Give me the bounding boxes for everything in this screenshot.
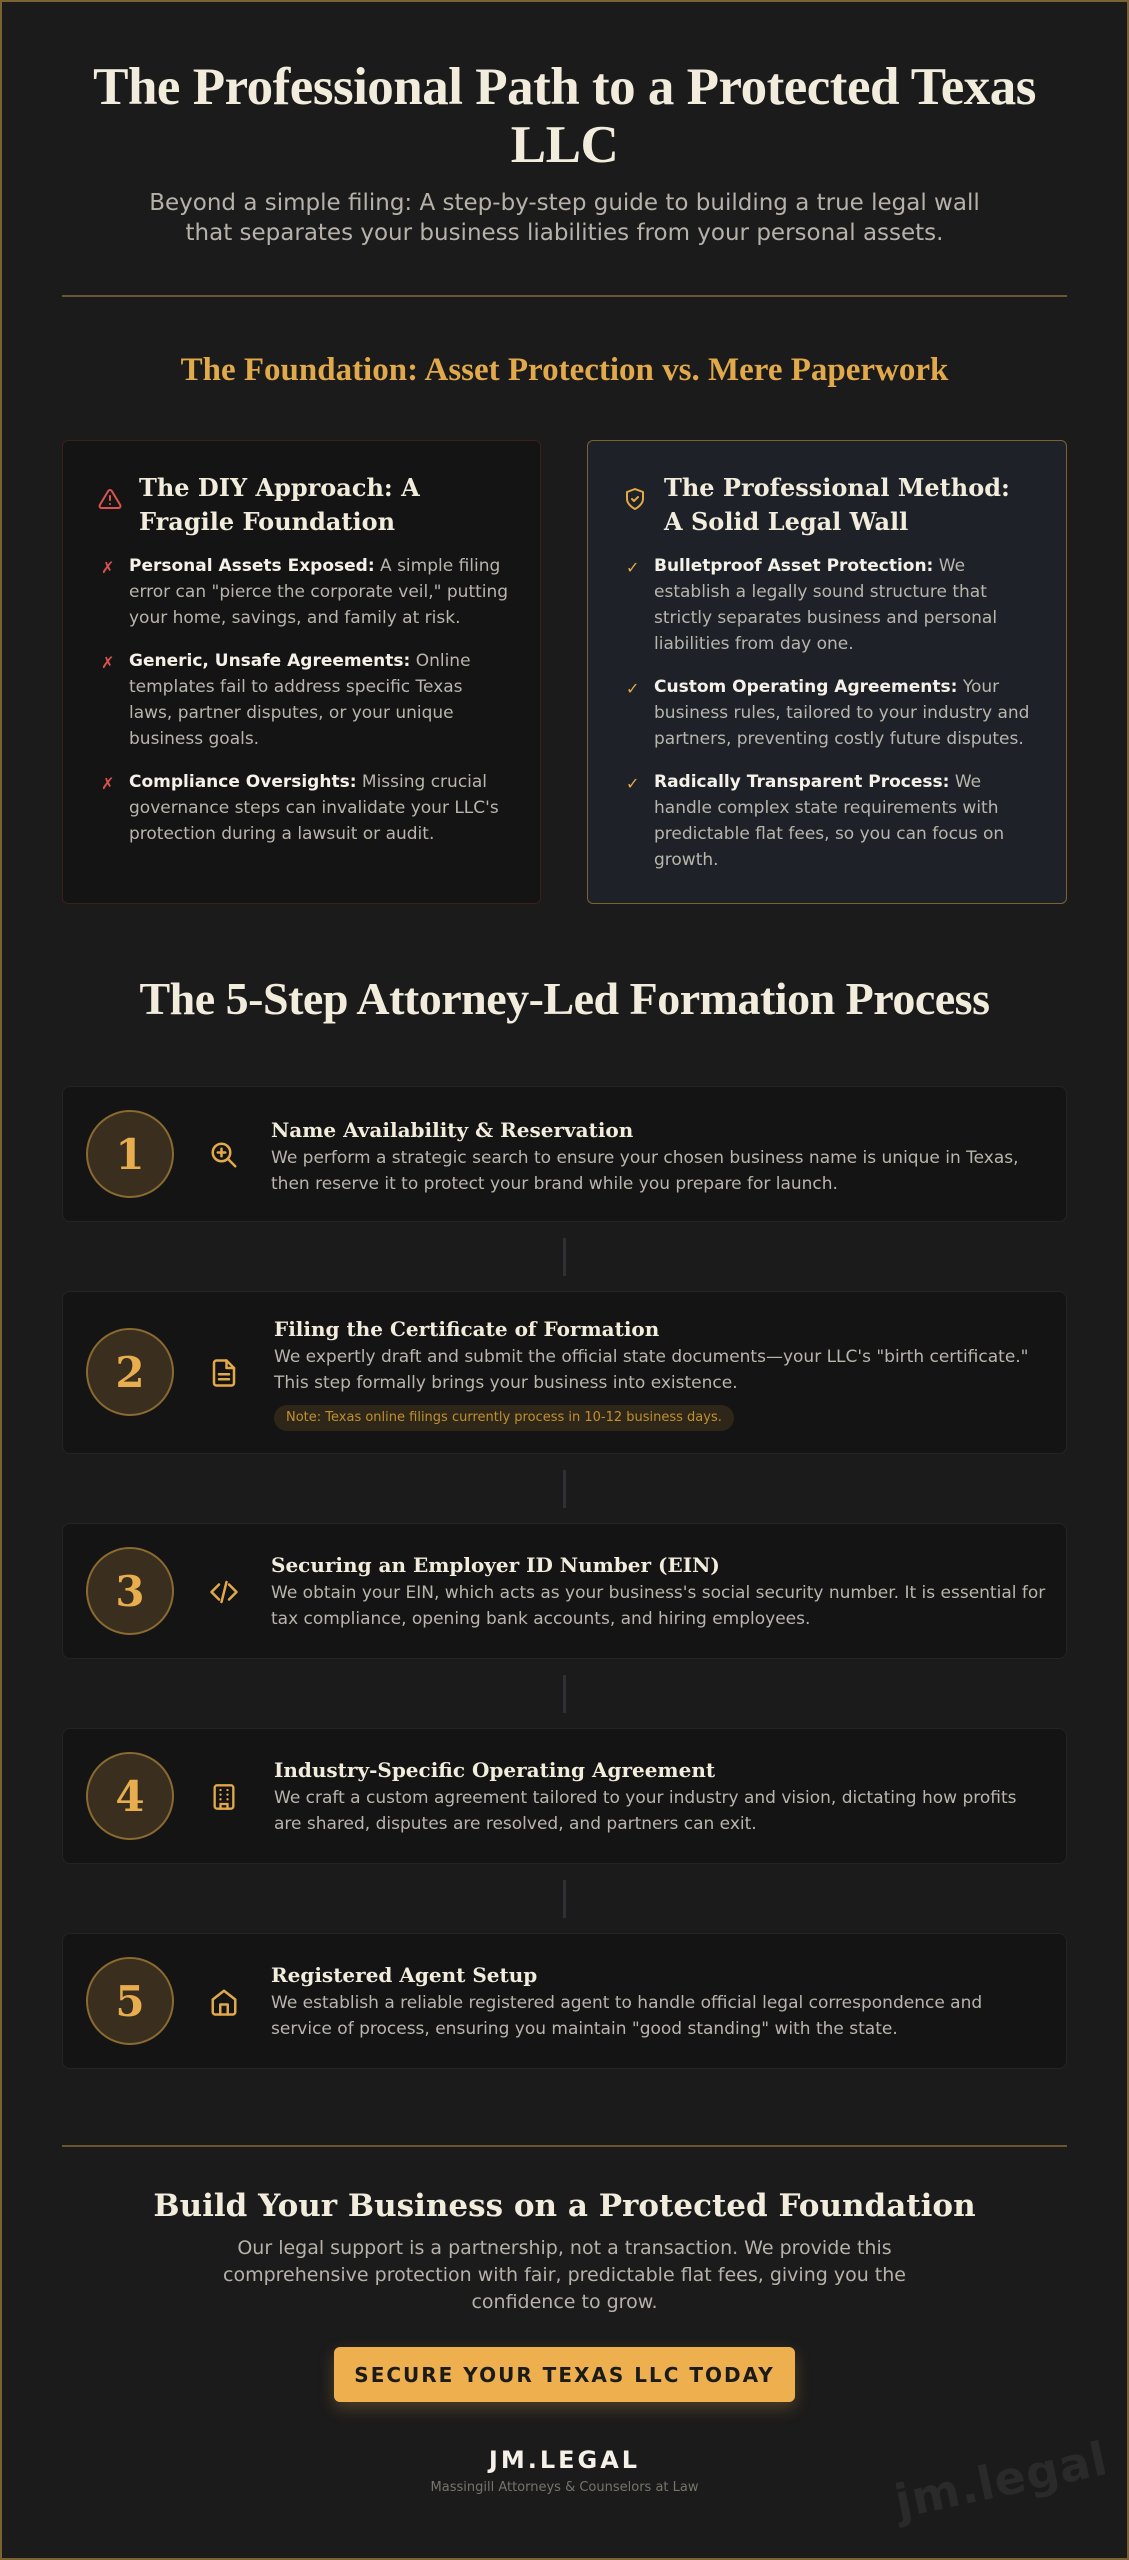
step-title: Securing an Employer ID Number (EIN) (271, 1553, 720, 1577)
process-step-1 (62, 1086, 1067, 1222)
step-number-badge: 3 (86, 1547, 174, 1635)
step-number-badge: 4 (86, 1752, 174, 1840)
diy-card-heading: The DIY Approach: A Fragile Foundation (139, 473, 420, 536)
page-title: The Professional Path to a Protected Texas LLC (93, 58, 1036, 174)
process-step-3 (62, 1523, 1067, 1659)
check-icon: ✓ (626, 679, 640, 698)
cross-icon: ✗ (101, 774, 115, 793)
step-title: Industry-Specific Operating Agreement (274, 1758, 716, 1782)
step-description: We perform a strategic search to ensure your chosen business name is unique in Texas, then reserve it to protect your brand while you prepare for launch. (271, 1148, 1019, 1194)
page-subtitle: Beyond a simple filing: A step-by-step guide to building a true legal wall that separates your business liabilities from your personal assets. (149, 190, 980, 246)
item-lead: Radically Transparent Process: (654, 772, 950, 792)
item-lead: Compliance Oversights: (129, 772, 357, 792)
shield-check-icon (618, 487, 652, 511)
step-number-badge: 2 (86, 1328, 174, 1416)
item-lead: Generic, Unsafe Agreements: (129, 651, 411, 671)
item-text: We handle complex state requirements with predictable flat fees, so you can focus on growth. (654, 772, 1005, 870)
item-lead: Personal Assets Exposed: (129, 556, 375, 576)
item-text: A simple filing error can "pierce the corporate veil," putting your home, savings, and family at risk. (129, 556, 509, 628)
item-lead: Bulletproof Asset Protection: (654, 556, 934, 576)
secure-llc-button[interactable]: SECURE YOUR TEXAS LLC TODAY (334, 2347, 795, 2402)
step-description: We expertly draft and submit the official state documents—your LLC's "birth certificate." This step formally brings your business into existence. (274, 1347, 1029, 1393)
cta-heading: Build Your Business on a Protected Foundation (153, 2188, 976, 2224)
processing-time-note: Note: Texas online filings currently process in 10-12 business days. (274, 1405, 734, 1431)
brand-logo: JM.LEGAL (488, 2446, 641, 2474)
search-plus-icon (206, 1137, 242, 1173)
step-title: Name Availability & Reservation (271, 1118, 634, 1142)
item-text: We establish a legally sound structure that strictly separates business and personal liabilities from day one. (654, 556, 998, 654)
process-heading: The 5-Step Attorney-Led Formation Process (139, 973, 990, 1024)
step-number-badge: 1 (86, 1110, 174, 1198)
step-title: Registered Agent Setup (271, 1963, 538, 1987)
step-connector (563, 1470, 566, 1508)
step-connector (563, 1880, 566, 1918)
step-connector (563, 1675, 566, 1713)
step-connector (563, 1238, 566, 1276)
item-text: Online templates fail to address specific Texas laws, partner disputes, or your unique business goals. (129, 651, 471, 749)
divider (62, 2145, 1067, 2147)
cta-description: Our legal support is a partnership, not a transaction. We provide this comprehensive protection with fair, predictable flat fees, giving you the confidence to grow. (223, 2237, 906, 2313)
process-step-5 (62, 1933, 1067, 2069)
cross-icon: ✗ (101, 653, 115, 672)
step-title: Filing the Certificate of Formation (274, 1317, 660, 1341)
item-lead: Custom Operating Agreements: (654, 677, 958, 697)
list-item (93, 553, 510, 631)
check-icon: ✓ (626, 774, 640, 793)
list-item (618, 769, 1036, 873)
check-icon: ✓ (626, 558, 640, 577)
watermark: jm.legal (890, 2431, 1113, 2529)
professional-method-card (587, 440, 1067, 904)
list-item (618, 674, 1036, 752)
item-text: Your business rules, tailored to your industry and partners, preventing costly future disputes. (654, 677, 1030, 749)
list-item (93, 648, 510, 752)
warning-triangle-icon (93, 487, 127, 511)
list-item (618, 553, 1036, 657)
item-text: Missing crucial governance steps can invalidate your LLC's protection during a lawsuit or audit. (129, 772, 499, 844)
diy-list (93, 553, 510, 847)
step-description: We craft a custom agreement tailored to your industry and vision, dictating how profits are shared, disputes are resolved, and partners can exit. (274, 1788, 1017, 1834)
cross-icon: ✗ (101, 558, 115, 577)
divider (62, 295, 1067, 297)
step-number-badge: 5 (86, 1957, 174, 2045)
home-icon (206, 1984, 242, 2020)
list-item (93, 769, 510, 847)
document-icon (206, 1355, 242, 1391)
step-description: We establish a reliable registered agent to handle official legal correspondence and service of process, ensuring you maintain "good standing" with the state. (271, 1993, 983, 2039)
process-step-4 (62, 1728, 1067, 1864)
building-icon (206, 1779, 242, 1815)
brand-tagline: Massingill Attorneys & Counselors at Law (430, 2480, 699, 2495)
process-step-2 (62, 1291, 1067, 1454)
code-icon (206, 1574, 242, 1610)
pro-card-heading: The Professional Method: A Solid Legal Wall (664, 473, 1010, 536)
foundation-heading: The Foundation: Asset Protection vs. Mere Paperwork (180, 352, 949, 388)
diy-approach-card (62, 440, 541, 904)
pro-list (618, 553, 1036, 873)
step-description: We obtain your EIN, which acts as your business's social security number. It is essential for tax compliance, opening bank accounts, and hiring employees. (271, 1583, 1046, 1629)
